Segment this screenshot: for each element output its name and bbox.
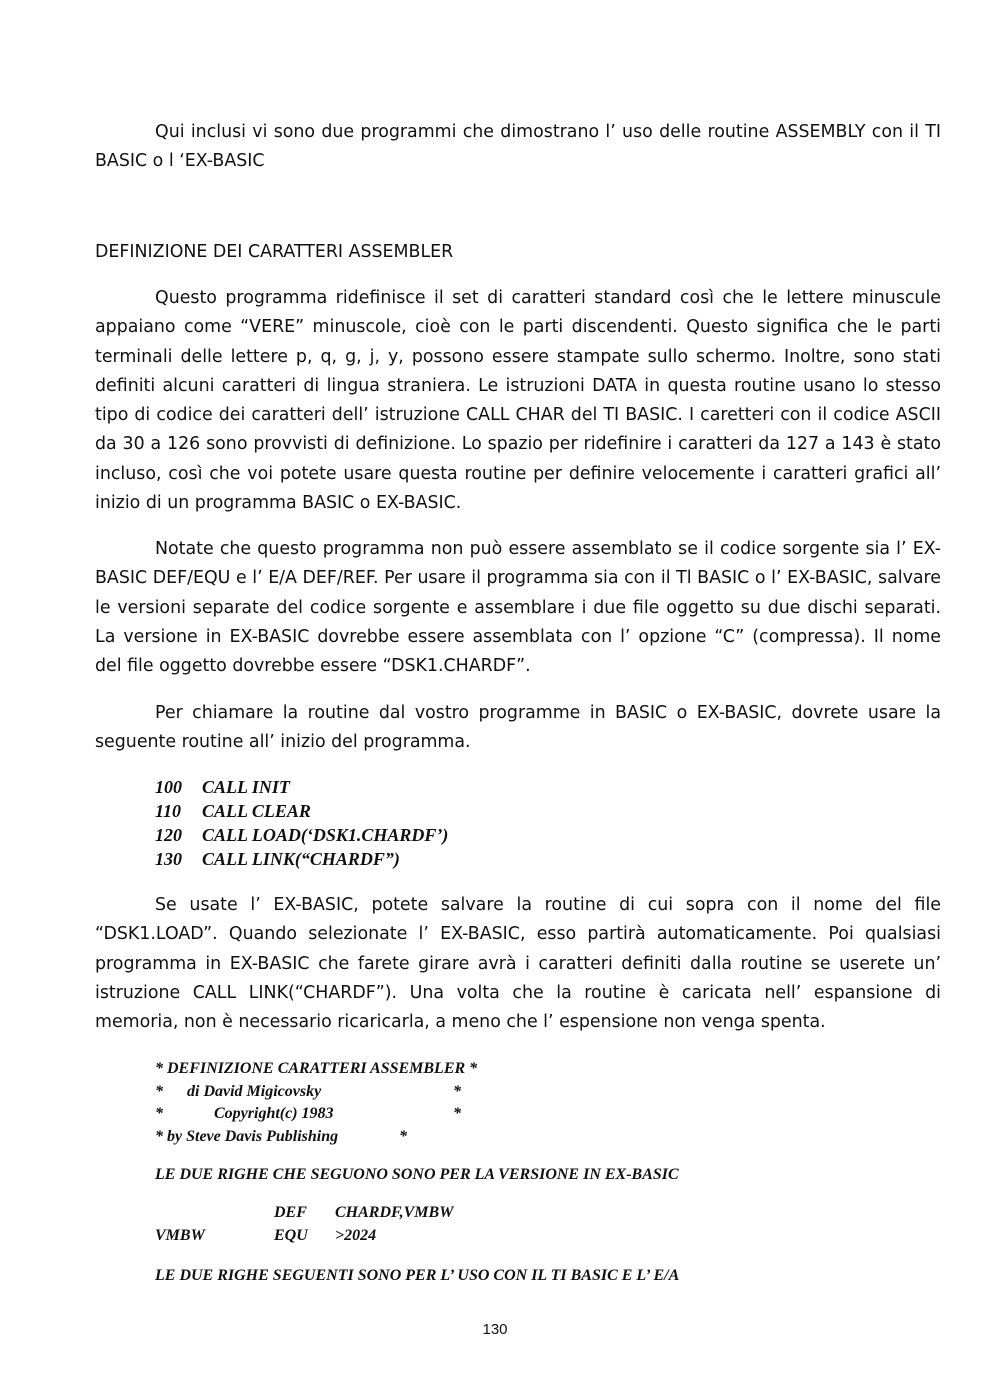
asm-header-comment — [155, 1058, 575, 1148]
asm-comment-line: * by Steve Davis Publishing * — [155, 1127, 407, 1145]
listing-line: 130 CALL LINK(“CHARDF”) — [155, 849, 400, 869]
page-number: 130 — [482, 1321, 508, 1338]
asm-comment-line: * di David Migicovsky * — [155, 1082, 461, 1100]
asm-note-ea: LE DUE RIGHE SEGUENTI SONO PER L’ USO CON IL TI BASIC E L’ E/A — [155, 1267, 680, 1284]
asm-comment-line: * DEFINIZIONE CARATTERI ASSEMBLER * — [155, 1060, 478, 1077]
listing-line: 100 CALL INIT — [155, 777, 290, 797]
body-paragraph-1: Questo programma ridefinisce il set di caratteri standard così che le lettere minuscule appaiano come “VERE” minuscole, cioè con le parti discendenti. Questo significa che le parti terminali delle lettere p, q, g, j, y, possono essere stampate sullo schermo. Inoltre, sono stati definiti alcuni caratteri di lingua straniera. Le istruzioni DATA in questa routine usano lo stesso tipo di codice dei caratteri dell’ istruzione CALL CHAR del TI BASIC. I caretteri con il codice ASCII da 30 a 126 sono provvisti di definizione. Lo spazio per ridefinire i caratteri da 127 a 143 è stato incluso, così che voi potete usare questa routine per definire velocemente i caratteri grafici all’ inizio di un programma BASIC o EX-BASIC. — [95, 288, 941, 514]
asm-code-block — [155, 1202, 575, 1247]
asm-code-line: DEF CHARDF,VMBW — [274, 1204, 454, 1221]
asm-code-line: VMBW EQU >2024 — [155, 1226, 377, 1244]
section-title: DEFINIZIONE DEI CARATTERI ASSEMBLER — [95, 242, 454, 262]
intro-paragraph: Qui inclusi vi sono due programmi che dimostrano l’ uso delle routine ASSEMBLY con il TI BASIC o l ‘EX-BASIC — [95, 122, 941, 172]
asm-note-exbasic: LE DUE RIGHE CHE SEGUONO SONO PER LA VERSIONE IN EX-BASIC — [155, 1166, 679, 1183]
body-paragraph-2: Notate che questo programma non può essere assemblato se il codice sorgente sia l’ EX-BASIC DEF/EQU e l’ E/A DEF/REF. Per usare il programma sia con il Tl BASIC o l’ EX-BASIC, salvare le versioni separate del codice sorgente e assemblare i due file oggetto su due dischi separati. La versione in EX-BASIC dovrebbe essere assemblata con l’ opzione “C” (compressa). Il nome del file oggetto dovrebbe essere “DSK1.CHARDF”. — [95, 539, 941, 677]
listing-line: 120 CALL LOAD(‘DSK1.CHARDF’) — [155, 825, 449, 845]
basic-listing — [155, 775, 448, 871]
listing-line: 110 CALL CLEAR — [155, 801, 311, 821]
asm-comment-line: * Copyright(c) 1983 * — [155, 1105, 461, 1122]
body-paragraph-4: Se usate l’ EX-BASIC, potete salvare la routine di cui sopra con il nome del file “DSK1.LOAD”. Quando selezionate l’ EX-BASIC, esso partirà automaticamente. Poi qualsiasi programma in EX-BASIC che farete girare avrà i caratteri definiti dalla routine se userete un’ istruzione CALL LINK(“CHARDF”). Una volta che la routine è caricata nell’ espansione di memoria, non è necessario ricaricarla, a meno che l’ espensione non venga spenta. — [95, 895, 941, 1033]
body-paragraph-3: Per chiamare la routine dal vostro programme in BASIC o EX-BASIC, dovrete usare la seguente routine all’ inizio del programma. — [95, 703, 941, 753]
